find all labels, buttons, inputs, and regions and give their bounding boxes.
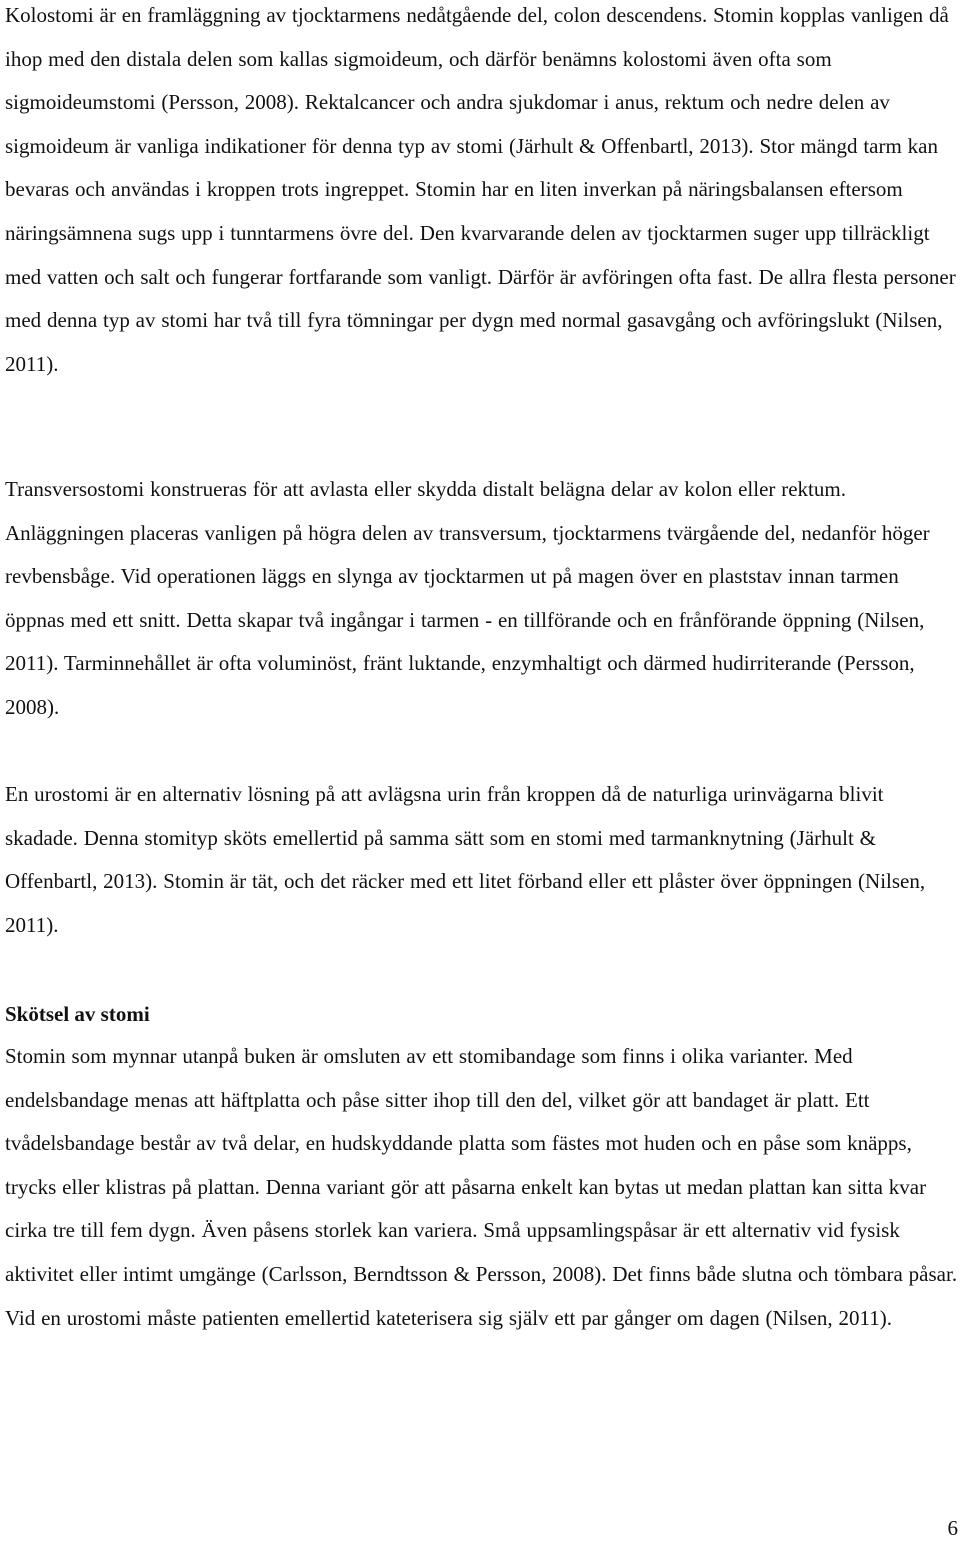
page-number: 6 (947, 1516, 958, 1540)
paragraph-kolostomi: Kolostomi är en framläggning av tjocktarmens nedåtgående del, colon descendens. Stomin kopplas vanligen då ihop med den distala delen som kallas sigmoideum, och därför benämns kolostomi även ofta som sigmoideumstomi (Persson, 2008). Rektalcancer och andra sjukdomar i anus, rektum och nedre delen av sigmoideum är vanliga indikationer för denna typ av stomi (Järhult & Offenbartl, 2013). Stor mängd tarm kan bevaras och användas i kroppen trots ingreppet. Stomin har en liten inverkan på näringsbalansen eftersom näringsämnena sugs upp i tunntarmens övre del. Den kvarvarande delen av tjocktarmen suger upp tillräckligt med vatten och salt och fungerar fortfarande som vanligt. Därför är avföringen ofta fast. De allra flesta personer med denna typ av stomi har två till fyra tömningar per dygn med normal gasavgång och avföringslukt (Nilsen, 2011). (5, 3, 956, 376)
paragraph-urostomi: En urostomi är en alternativ lösning på att avlägsna urin från kroppen då de naturliga urinvägarna blivit skadade. Denna stomityp sköts emellertid på samma sätt som en stomi med tarmanknytning (Järhult & Offenbartl, 2013). Stomin är tät, och det räcker med ett litet förband eller ett plåster över öppningen (Nilsen, 2011). (5, 782, 926, 937)
paragraph-transversostomi: Transversostomi konstrueras för att avlasta eller skydda distalt belägna delar av kolon eller rektum. Anläggningen placeras vanligen på högra delen av transversum, tjocktarmens tvärgående del, nedanför höger revbensbåge. Vid operationen läggs en slynga av tjocktarmen ut på magen över en plaststav innan tarmen öppnas med ett snitt. Detta skapar två ingångar i tarmen - en tillförande och en frånförande öppning (Nilsen, 2011). Tarminnehållet är ofta voluminöst, fränt luktande, enzymhaltigt och därmed hudirriterande (Persson, 2008). (5, 477, 930, 719)
section-heading: Skötsel av stomi (5, 1002, 150, 1026)
paragraph-skotsel: Stomin som mynnar utanpå buken är omsluten av ett stomibandage som finns i olika varianter. Med endelsbandage menas att häftplatta och påse sitter ihop till den del, vilket gör att bandaget är platt. Ett tvådelsbandage består av två delar, en hudskyddande platta som fästes mot huden och en påse som knäpps, trycks eller klistras på plattan. Denna variant gör att påsarna enkelt kan bytas ut medan plattan kan sitta kvar cirka tre till fem dygn. Även påsens storlek kan variera. Små uppsamlingspåsar är ett alternativ vid fysisk aktivitet eller intimt umgänge (Carlsson, Berndtsson & Persson, 2008). Det finns både slutna och tömbara påsar. Vid en urostomi måste patienten emellertid kateterisera sig själv ett par gånger om dagen (Nilsen, 2011). (5, 1044, 958, 1330)
